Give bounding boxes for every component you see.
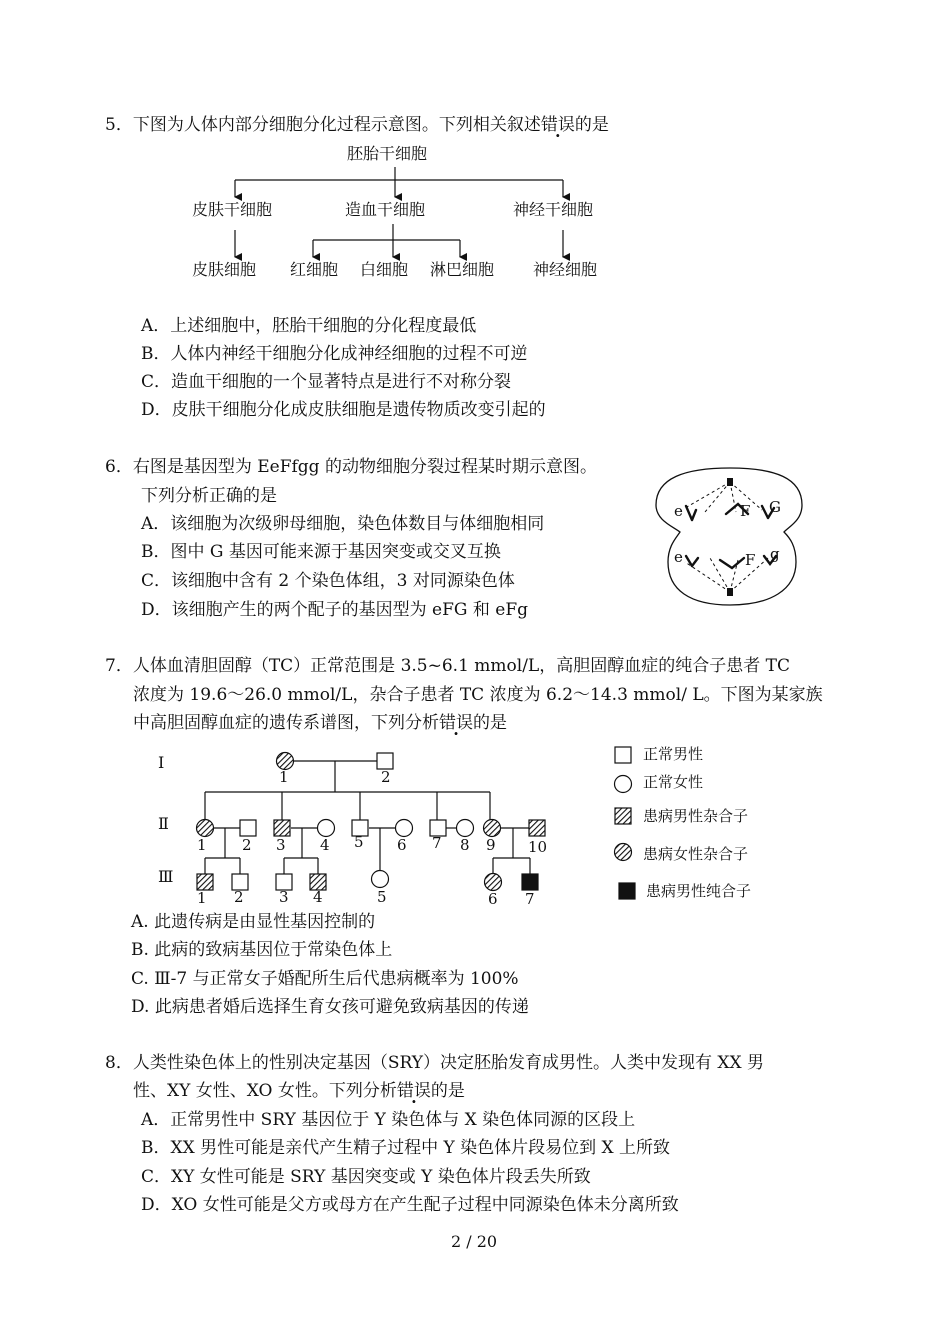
num-I-1: 1 [279,768,289,786]
num-II-8: 8 [460,836,470,854]
num-II-5: 5 [354,833,364,851]
q7-stem-emphasis: 错误 [439,713,473,733]
cell-label-F-bottom: F [745,551,756,569]
q6-stem-line1: 6．右图是基因型为 EeFfgg 的动物细胞分裂过程某时期示意图。 [105,457,597,477]
num-III-1: 1 [197,889,207,907]
diagram-lymph-cell: 淋巴细胞 [430,260,495,279]
diagram-root: 胚胎干细胞 [347,144,428,163]
num-III-5: 5 [377,888,387,906]
generation-III: Ⅲ [158,867,174,886]
q5-stem-post: 的是 [574,115,609,135]
cell-label-F-top: F [740,502,751,520]
q7-stem-line1: 7．人体血清胆固醇（TC）正常范围是 3.5~6.1 mmol/L，高胆固醇血症的纯合子患者 TC [105,656,790,676]
diagram-neural-cell: 神经细胞 [533,260,598,279]
diagram-blood-stem: 造血干细胞 [345,200,426,219]
pedigree-legend-symbols [610,740,640,900]
legend-normal-female: 正常女性 [643,773,704,791]
num-II-4: 4 [320,836,330,854]
legend-hetero-female: 患病女性杂合子 [643,845,749,863]
q7-option-b: B. 此病的致病基因位于常染色体上 [131,940,393,960]
num-III-7: 7 [525,890,535,908]
num-II-3: 3 [276,836,286,854]
q7-stem-pre: 中高胆固醇血症的遗传系谱图，下列分析 [133,713,439,733]
q7-stem-line2: 浓度为 19.6～26.0 mmol/L，杂合子患者 TC 浓度为 6.2～14.3 mmol/ L。下图为某家族 [133,685,823,705]
q8-stem-emphasis: 错误 [396,1081,431,1101]
cell-label-G-top: G [769,498,781,516]
num-III-3: 3 [279,888,289,906]
q7-stem-post: 的是 [473,713,507,733]
diagram-red-cell: 红细胞 [290,260,339,279]
q5-option-c: C．造血干细胞的一个显著特点是进行不对称分裂 [141,372,512,392]
diagram-neural-stem: 神经干细胞 [513,200,594,219]
q7-option-c: C. Ⅲ-7 与正常女子婚配所生后代患病概率为 100% [131,969,519,989]
legend-normal-male: 正常男性 [643,745,704,763]
q8-stem-post: 的是 [430,1081,465,1101]
q5-option-d: D．皮肤干细胞分化成皮肤细胞是遗传物质改变引起的 [141,400,546,420]
num-II-6: 6 [397,836,407,854]
num-III-6: 6 [488,890,498,908]
q6-option-b: B．图中 G 基因可能来源于基因突变或交叉互换 [141,542,501,562]
q8-stem-line2 [133,1080,465,1102]
q8-option-b: B．XX 男性可能是亲代产生精子过程中 Y 染色体片段易位到 X 上所致 [141,1138,671,1158]
legend-hetero-male: 患病男性杂合子 [643,807,749,825]
num-III-4: 4 [313,888,323,906]
num-II-9: 9 [486,836,496,854]
q8-stem-pre: 性、XY 女性、XO 女性。下列分析 [133,1081,397,1101]
cell-label-e-top: e [674,502,683,520]
num-II-7: 7 [432,834,442,852]
q5-stem-pre: 5．下图为人体内部分细胞分化过程示意图。下列相关叙述 [105,115,541,135]
pedigree-III-5 [372,871,389,888]
generation-II: Ⅱ [158,814,169,833]
q5-option-a: A．上述细胞中，胚胎干细胞的分化程度最低 [141,316,477,336]
num-I-2: 2 [381,768,391,786]
q8-option-c: C．XY 女性可能是 SRY 基因突变或 Y 染色体片段丢失所致 [141,1167,591,1187]
num-II-10: 10 [528,838,548,856]
q6-option-a: A．该细胞为次级卵母细胞，染色体数目与体细胞相同 [141,514,545,534]
q8-option-a: A．正常男性中 SRY 基因位于 Y 染色体与 X 染色体同源的区段上 [141,1110,636,1130]
diagram-white-cell: 白细胞 [360,260,409,279]
legend-homo-male: 患病男性纯合子 [646,882,752,900]
diagram-skin-stem: 皮肤干细胞 [192,200,273,219]
num-II-1: 1 [197,836,207,854]
cell-label-g-bottom: g [770,545,780,563]
cell-label-e-bottom: e [674,548,683,566]
q6-option-d: D．该细胞产生的两个配子的基因型为 eFG 和 eFg [141,600,529,620]
q7-option-a: A. 此遗传病是由显性基因控制的 [131,912,376,932]
diagram-skin-cell: 皮肤细胞 [192,260,257,279]
page-number: 2 / 20 [451,1232,498,1251]
q8-stem-line1: 8．人类性染色体上的性别决定基因（SRY）决定胚胎发育成男性。人类中发现有 XX 男 [105,1053,764,1073]
q8-option-d: D．XO 女性可能是父方或母方在产生配子过程中同源染色体未分离所致 [141,1195,679,1215]
q6-option-c: C．该细胞中含有 2 个染色体组，3 对同源染色体 [141,571,515,591]
generation-I: Ⅰ [158,753,165,772]
num-II-2: 2 [242,836,252,854]
pedigree-II-10 [529,820,545,836]
q5-stem-emphasis: 错误 [540,115,575,135]
num-III-2: 2 [234,888,244,906]
q5-option-b: B．人体内神经干细胞分化成神经细胞的过程不可逆 [141,344,528,364]
q6-stem-line2: 下列分析正确的是 [141,486,277,506]
q7-option-d: D. 此病患者婚后选择生育女孩可避免致病基因的传递 [131,997,529,1017]
